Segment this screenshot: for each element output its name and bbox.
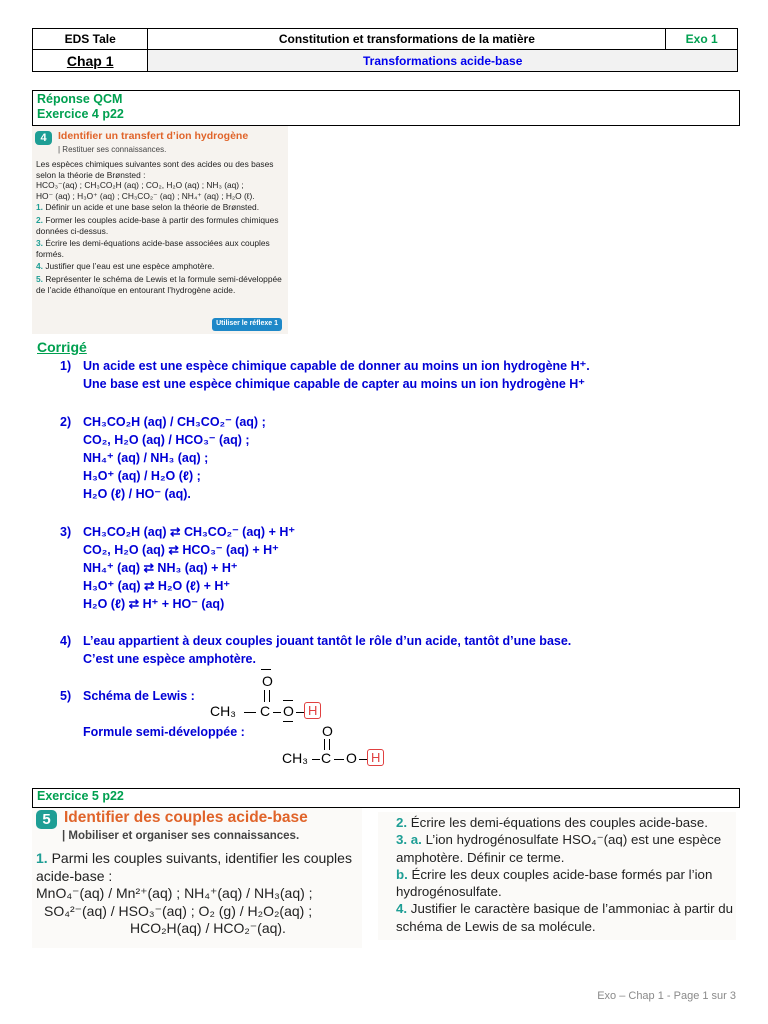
exercise4-q2: 2. Former les couples acide-base à partir des formules chimiques données ci-dessus. xyxy=(36,214,279,236)
exercise4-q1: 1. Définir un acide et une base selon la théorie de Brønsted. xyxy=(36,202,260,213)
semi-bond xyxy=(312,759,320,760)
qcm-line2: Exercice 4 p22 xyxy=(37,107,124,121)
couple-line: H₂O (ℓ) / HO⁻ (aq). xyxy=(83,487,191,501)
exercise5-box xyxy=(32,788,740,808)
exercise5-q3a: 3. a. L’ion hydrogénosulfate HSO₄⁻(aq) est une espèce amphotère. Définir ce terme. xyxy=(396,832,722,865)
exercise5-excerpt-left xyxy=(32,808,362,948)
lewis-double-bond xyxy=(264,690,270,702)
answer-3-number: 3) xyxy=(60,525,72,539)
corrige-heading: Corrigé xyxy=(37,339,87,355)
semi-o-right: O xyxy=(346,750,357,766)
answer-4-line1: L’eau appartient à deux couples jouant tantôt le rôle d’un acide, tantôt d’une base. xyxy=(83,634,572,648)
exercise4-q3: 3. Écrire les demi-équations acide-base associées aux couples formés. xyxy=(36,238,270,259)
lewis-label: Schéma de Lewis : xyxy=(83,689,195,703)
exercise4-q4: 4. Justifier que l’eau est une espèce amphotère. xyxy=(36,261,215,272)
equation-line: CH₃CO₂H (aq) ⇄ CH₃CO₂⁻ (aq) + H⁺ xyxy=(83,525,295,539)
equation-line: CO₂, H₂O (aq) ⇄ HCO₃⁻ (aq) + H⁺ xyxy=(83,543,279,557)
lewis-bond xyxy=(296,712,304,713)
couple-line: NH₄⁺ (aq) / NH₃ (aq) ; xyxy=(83,451,209,465)
exercise5-pairs3: HCO₂H(aq) / HCO₂⁻(aq). xyxy=(130,920,286,936)
answer-2-number: 2) xyxy=(60,415,72,429)
semi-structure xyxy=(282,723,402,769)
semi-bond xyxy=(359,759,367,760)
subtitle-label: Constitution et transformations de la matière xyxy=(148,29,666,50)
semi-ch3: CH₃ xyxy=(282,750,308,766)
couple-line: H₃O⁺ (aq) / H₂O (ℓ) ; xyxy=(83,469,201,483)
lewis-bond xyxy=(273,712,281,713)
chapter-label: Chap 1 xyxy=(33,50,148,72)
exercise5-pairs2: SO₄²⁻(aq) / HSO₃⁻(aq) ; O₂ (g) / H₂O₂(aq) ; xyxy=(44,902,313,919)
exercise5-badge: 5 xyxy=(36,810,57,829)
qcm-heading xyxy=(37,92,124,122)
exercise5-excerpt-right xyxy=(378,812,736,940)
answer-1-line2: Une base est une espèce chimique capable de capter au moins un ion hydrogène H⁺ xyxy=(83,377,585,391)
course-label: EDS Tale xyxy=(33,29,148,50)
exercise5-tag: | Mobiliser et organiser ses connaissances. xyxy=(62,830,300,842)
answer-4-line2: C’est une espèce amphotère. xyxy=(83,652,256,666)
exercise4-q5: 5. Représenter le schéma de Lewis et la formule semi-développée de l’acide éthanoïque en entourant l’hydrogène acide. xyxy=(36,273,282,295)
qcm-box xyxy=(32,90,740,126)
page-footer: Exo – Chap 1 - Page 1 sur 3 xyxy=(597,990,736,1002)
semi-c: C xyxy=(321,750,332,766)
answer-4-number: 4) xyxy=(60,634,72,648)
equation-line: H₂O (ℓ) ⇄ H⁺ + HO⁻ (aq) xyxy=(83,597,225,611)
lewis-lone-pair xyxy=(283,700,293,701)
answer-2 xyxy=(60,413,266,503)
semi-bond xyxy=(334,759,344,760)
answer-1-line1: Un acide est une espèce chimique capable de donner au moins un ion hydrogène H⁺. xyxy=(83,359,590,373)
equation-line: NH₄⁺ (aq) ⇄ NH₃ (aq) + H⁺ xyxy=(83,561,238,575)
reflex-badge: Utiliser le réflexe 1 xyxy=(212,318,282,331)
lewis-acidic-h: H xyxy=(304,702,321,719)
lewis-o-right: O xyxy=(283,703,294,719)
lewis-lone-pair xyxy=(283,721,293,722)
lewis-lone-pair xyxy=(261,669,271,673)
lewis-structure xyxy=(210,673,330,723)
lewis-ch3: CH₃ xyxy=(210,703,236,719)
exercise5-q4: 4. Justifier le caractère basique de l’ammoniac à partir du schéma de Lewis de sa molécule. xyxy=(396,901,734,934)
answer-1 xyxy=(60,357,590,393)
exercise4-excerpt xyxy=(32,126,288,334)
qcm-line1: Réponse QCM xyxy=(37,92,123,106)
exercise5-pairs1: MnO₄⁻(aq) / Mn²⁺(aq) ; NH₄⁺(aq) / NH₃(aq) ; xyxy=(36,885,313,901)
exercise5-q2: 2. Écrire les demi-équations des couples acide-base. xyxy=(396,815,708,830)
couple-line: CO₂, H₂O (aq) / HCO₃⁻ (aq) ; xyxy=(83,433,250,447)
exo-label: Exo 1 xyxy=(666,29,738,50)
semi-acidic-h: H xyxy=(367,749,384,766)
semi-label: Formule semi-développée : xyxy=(83,725,245,739)
exercise4-species2: HO⁻ (aq) ; H₃O⁺ (aq) ; CH₃CO₂⁻ (aq) ; NH₄⁺ (aq) ; H₂O (ℓ). xyxy=(36,190,255,201)
equation-line: H₃O⁺ (aq) ⇄ H₂O (ℓ) + H⁺ xyxy=(83,579,231,593)
semi-o-top: O xyxy=(322,723,333,739)
header-table xyxy=(32,28,738,72)
lewis-c: C xyxy=(260,703,271,719)
exercise5-label: Exercice 5 p22 xyxy=(37,789,124,803)
answer-1-number: 1) xyxy=(60,359,72,373)
lewis-o-top: O xyxy=(262,673,273,689)
exercise5-q1: 1. Parmi les couples suivants, identifier les couples acide-base : xyxy=(36,850,352,884)
answer-4 xyxy=(60,632,571,668)
exercise5-title: Identifier des couples acide-base xyxy=(64,809,308,826)
couple-line: CH₃CO₂H (aq) / CH₃CO₂⁻ (aq) ; xyxy=(83,415,266,429)
lewis-bond xyxy=(244,712,256,713)
exercise4-intro: Les espèces chimiques suivantes sont des acides ou des bases selon la théorie de Brønsted : xyxy=(36,159,274,180)
exercise4-species1: HCO₃⁻(aq) ; CH₃CO₂H (aq) ; CO₂, H₂O (aq) ; NH₃ (aq) ; xyxy=(36,180,244,191)
exercise5-q3b: b. Écrire les deux couples acide-base formés par l’ion hydrogénosulfate. xyxy=(396,866,713,900)
semi-double-bond xyxy=(324,739,330,750)
exercise4-badge: 4 xyxy=(35,131,52,145)
answer-5-number: 5) xyxy=(60,689,72,703)
exercise4-tag: | Restituer ses connaissances. xyxy=(58,145,167,154)
answer-3 xyxy=(60,523,295,613)
page-title: Transformations acide-base xyxy=(148,50,738,72)
exercise4-title: Identifier un transfert d’ion hydrogène xyxy=(58,130,249,142)
